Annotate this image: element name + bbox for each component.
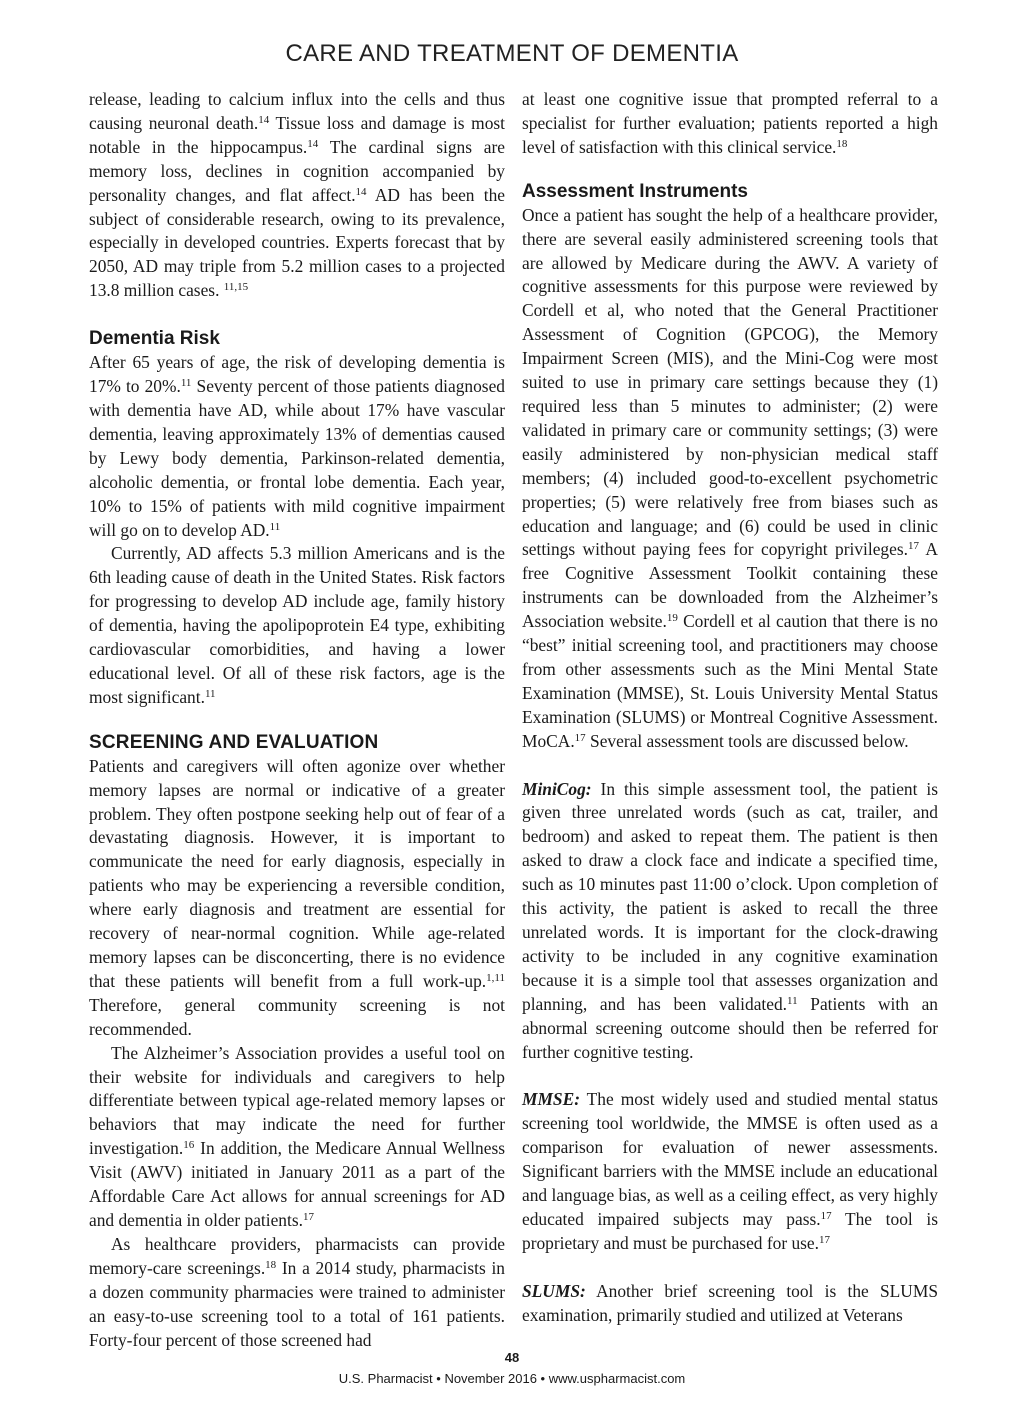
citation: 1,11 [486, 971, 505, 984]
term-slums: SLUMS: [522, 1280, 586, 1301]
citation: 18 [836, 137, 848, 150]
citation: 11 [787, 994, 798, 1007]
paragraph-risk-1: After 65 years of age, the risk of developing dementia is 17% to 20%.$^{11}$ Seventy percent of those patients diagnosed with dementia have AD, while about 17% have vascular dementia, leaving approximately 13% of dementias caused by Lewy body dementia, Parkinson-related dementia, alcoholic dementia, or frontal lobe dementia. Each year, 10% to 15% of patients with mild cognitive impairment will go on to develop AD.$^{11}$ [89, 352, 505, 540]
citation: 16 [183, 1139, 195, 1152]
page-title: CARE AND TREATMENT OF DEMENTIA [285, 40, 739, 67]
citation: 17 [302, 1210, 314, 1223]
page-number: 48 [504, 1350, 520, 1365]
term-minicog: MiniCog: [522, 778, 592, 799]
term-mmse: MMSE: [522, 1089, 580, 1110]
paragraph-minicog: MiniCog: In this simple assessment tool, the patient is given three unrelated words (such as cat, trailer, and bedroom) and asked to repeat them. The patient is then asked to draw a clock face and indicate a specified time, such as 10 minutes past 11:00 o’clock. Upon completion of this activity, the patient is asked to recall the three unrelated words. It is important for the clock-drawing activity to be included in any cognitive examination because it is a simple tool that assesses organization and planning, and has been validated.$^{11}$ Patients with an abnormal screening outcome should then be referred for further cognitive testing. [522, 778, 938, 1062]
heading-screening-evaluation: SCREENING AND EVALUATION [89, 731, 379, 753]
citation: 14 [307, 137, 319, 150]
paragraph-intro: release, leading to calcium influx into the cells and thus causing neuronal death.$^{14}$ Tissue loss and damage is most notable in the hippocampus.$^{14}$ The cardinal signs are memory loss, declines in cognition accompanied by personality changes, and flat affect.$^{14}$ AD has been the subject of considerable research, owing to its prevalence, especially in developed countries. Experts forecast that by 2050, AD may triple from 5.2 million cases to a projected 13.8 million cases. $^{11,15}$ [89, 89, 506, 301]
paragraph-assessment: Once a patient has sought the help of a healthcare provider, there are several easily administered screening tools that are allowed by Medicare during the AWV. A variety of cognitive assessments for this purpose were reviewed by Cordell et al, who noted that the General Practitioner Assessment of Cognition (GPCOG), the Memory Impairment Screen (MIS), and the Mini-Cog were most suited to use in primary care settings because they (1) required less than 5 minutes to administer; (2) were validated in primary care or community settings; (3) were easily administered by non-physician medical staff members; (4) included good-to-excellent psychometric properties; (5) were relatively free from biases such as education and language; and (6) could be used in clinic settings without paying fees for copyright privileges.$^{17}$ A free Cognitive Assessment Toolkit containing these instruments can be downloaded from the Alzheimer’s Association website.$^{19}$ Cordell et al caution that there is no “best” initial screening tool, and practitioners may choose from other assessments such as the Mini Mental State Examination (MMSE), St. Louis University Mental Status Examination (SLUMS) or Montreal Cognitive Assessment. MoCA.$^{17}$ Several assessment tools are discussed below. [522, 204, 938, 751]
citation: 11 [180, 377, 192, 390]
citation: 14 [258, 113, 270, 126]
paragraph-screening-3: As healthcare providers, pharmacists can provide memory-care screenings.$^{18}$ In a 2014 study, pharmacists in a dozen community pharmacies were trained to administer an easy-to-use screening tool to a total of 161 patients. Forty-four percent of those screened had [89, 1233, 505, 1350]
citation: 17 [820, 1209, 832, 1222]
spacer [522, 754, 938, 778]
citation: 17 [574, 731, 586, 744]
paragraph-screening-2: The Alzheimer’s Association provides a useful tool on their website for individuals and caregivers to help differentiate between typical age-related memory lapses or behaviors that may indicate the need for further investigation.$^{16}$ In addition, the Medicare Annual Wellness Visit (AWV) initiated in January 2011 as a part of the Affordable Care Act allows for annual screenings for AD and dementia in older patients.$^{17}$ [89, 1042, 505, 1230]
heading-assessment-instruments: Assessment Instruments [522, 180, 748, 202]
paragraph-slums: SLUMS: Another brief screening tool is the SLUMS examination, primarily studied and utilized at Veterans [522, 1280, 938, 1325]
footer-citation: U.S. Pharmacist • November 2016 • www.uspharmacist.com [338, 1371, 686, 1386]
heading-dementia-risk: Dementia Risk [89, 328, 220, 350]
citation: 17 [819, 1233, 830, 1246]
citation: 19 [666, 612, 678, 625]
citation: 11,15 [223, 281, 249, 294]
paragraph-continued: at least one cognitive issue that prompted referral to a specialist for further evaluation; patients reported a high level of satisfaction with this clinical service.$^{18}$ [522, 89, 938, 157]
paragraph-risk-2: Currently, AD affects 5.3 million Americans and is the 6th leading cause of death in the United States. Risk factors for progressing to develop AD include age, family history of dementia, having the apolipoprotein E4 type, exhibiting cardiovascular comorbidities, and having a lower educational level. Of all of these risk factors, age is the most significant.$^{11}$ [89, 543, 505, 707]
citation: 17 [907, 540, 919, 553]
citation: 14 [355, 185, 367, 198]
left-column [89, 88, 505, 1352]
paragraph-mmse: MMSE: The most widely used and studied mental status screening tool worldwide, the MMSE is often used as a comparison for evaluation of newer assessments. Significant barriers with the MMSE include an educational and language bias, as well as a ceiling effect, as very highly educated impaired subjects may pass.$^{17}$ The tool is proprietary and must be purchased for use.$^{17}$ [522, 1089, 939, 1253]
right-column [522, 88, 938, 1328]
spacer [522, 1256, 938, 1280]
paragraph-screening-1: Patients and caregivers will often agonize over whether memory lapses are normal or indicative of a greater problem. They often postpone seeking help out of fear of a devastating diagnosis. However, it is important to communicate the need for early diagnosis, especially in patients who may be experiencing a reversible condition, where early diagnosis and treatment are essential for recovery of near-normal cognition. While age-related memory lapses can be disconcerting, there is no evidence that these patients will benefit from a full work-up.$^{1,11}$ Therefore, general community screening is not recommended. [89, 755, 505, 1039]
citation: 18 [265, 1258, 277, 1271]
spacer [522, 1064, 938, 1088]
citation: 11 [204, 687, 216, 700]
citation: 11 [269, 520, 281, 533]
